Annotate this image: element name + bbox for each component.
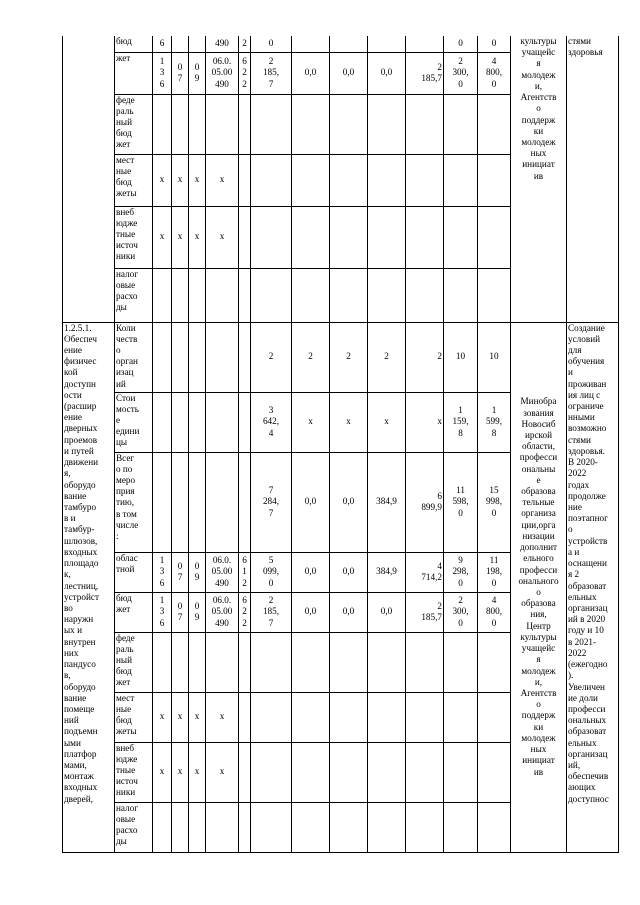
value-cell <box>406 268 444 322</box>
value-cell <box>251 154 292 206</box>
value-cell: 384,9 <box>368 552 406 592</box>
value-cell: х <box>172 692 189 742</box>
value-cell: х <box>153 692 172 742</box>
value-cell <box>239 154 251 206</box>
value-cell <box>368 268 406 322</box>
value-cell: 0,0 <box>292 452 330 552</box>
value-cell <box>206 392 239 452</box>
value-cell <box>172 632 189 692</box>
value-cell <box>251 632 292 692</box>
value-cell <box>330 802 368 852</box>
source-label: налог овые расхо ды <box>115 802 153 852</box>
value-cell: 5 099, 0 <box>251 552 292 592</box>
value-cell <box>478 692 511 742</box>
value-cell: 2 300, 0 <box>444 52 478 94</box>
value-cell <box>239 392 251 452</box>
value-cell <box>251 802 292 852</box>
source-label: бюд жет <box>115 592 153 632</box>
value-cell: х <box>172 154 189 206</box>
value-cell: х <box>153 154 172 206</box>
value-cell <box>251 94 292 154</box>
value-cell <box>330 692 368 742</box>
value-cell <box>239 692 251 742</box>
value-cell: 4 800, 0 <box>478 52 511 94</box>
value-cell: 6 2 2 <box>239 52 251 94</box>
value-cell <box>206 632 239 692</box>
value-cell: 0 9 <box>189 592 206 632</box>
value-cell: 0,0 <box>292 52 330 94</box>
value-cell <box>368 36 406 52</box>
value-cell: 1 3 6 <box>153 592 172 632</box>
value-cell <box>189 802 206 852</box>
value-cell: х <box>206 154 239 206</box>
value-cell <box>444 268 478 322</box>
source-label: Коли честв о орган изац ий <box>115 322 153 392</box>
result-cell: Создание условий для обучения и проживан ия лиц с ограниче нными возможно стями здоровья. В 2020- 2022 годах продолже ние поэтапног о устройств а и оснащени я 2 образоват ельных организац ий в 2020 году и 10 в 2021- 2022 (ежегодно ). Увеличен ие доли професси ональных образоват ельных организац ий, обеспечив ающих доступнос <box>567 322 619 852</box>
value-cell <box>478 742 511 802</box>
value-cell: х <box>189 742 206 802</box>
value-cell: 2 <box>406 322 444 392</box>
value-cell <box>292 632 330 692</box>
value-cell <box>189 322 206 392</box>
value-cell: 0 9 <box>189 52 206 94</box>
value-cell: 1 3 6 <box>153 52 172 94</box>
value-cell: 11 598, 0 <box>444 452 478 552</box>
source-label: внеб юдже тные источ ники <box>115 742 153 802</box>
value-cell <box>330 632 368 692</box>
value-cell <box>153 802 172 852</box>
value-cell: 06.0. 05.00 490 <box>206 52 239 94</box>
value-cell: 1 599, 8 <box>478 392 511 452</box>
value-cell: 2 <box>292 322 330 392</box>
value-cell <box>189 94 206 154</box>
value-cell <box>153 632 172 692</box>
value-cell: х <box>292 392 330 452</box>
value-cell <box>206 268 239 322</box>
value-cell <box>368 802 406 852</box>
value-cell <box>239 742 251 802</box>
source-label: бюд <box>115 36 153 52</box>
value-cell <box>172 452 189 552</box>
value-cell <box>239 94 251 154</box>
value-cell <box>444 632 478 692</box>
measure-cell <box>63 36 115 322</box>
value-cell <box>406 154 444 206</box>
value-cell <box>406 632 444 692</box>
value-cell: 0 7 <box>172 592 189 632</box>
value-cell: 2 185, 7 <box>251 592 292 632</box>
value-cell: 6 899,9 <box>406 452 444 552</box>
value-cell: 1 159, 8 <box>444 392 478 452</box>
value-cell: 2 <box>251 322 292 392</box>
value-cell <box>478 206 511 268</box>
value-cell: 10 <box>444 322 478 392</box>
value-cell: 0,0 <box>330 452 368 552</box>
value-cell <box>292 268 330 322</box>
value-cell <box>330 36 368 52</box>
executor-cell: Минобра зования Новосиб ирской области, професси ональны е образова тельные организа ции,орга низации дополнит ельного професси онального о образова ния, Центр культуры учащейс я молодеж и, Агентств о поддерж ки молодеж ных инициат ив <box>511 322 567 852</box>
value-cell <box>368 632 406 692</box>
value-cell: 0,0 <box>330 552 368 592</box>
value-cell: 2 185,7 <box>406 592 444 632</box>
source-label: внеб юдже тные источ ники <box>115 206 153 268</box>
value-cell: 6 <box>153 36 172 52</box>
value-cell: 0 7 <box>172 52 189 94</box>
value-cell: 490 <box>206 36 239 52</box>
value-cell: 1 3 6 <box>153 552 172 592</box>
value-cell <box>153 392 172 452</box>
value-cell <box>406 94 444 154</box>
value-cell <box>406 692 444 742</box>
value-cell: х <box>206 742 239 802</box>
source-label: феде раль ный бюд жет <box>115 632 153 692</box>
value-cell <box>172 802 189 852</box>
value-cell: 10 <box>478 322 511 392</box>
value-cell: х <box>172 742 189 802</box>
value-cell: 9 298, 0 <box>444 552 478 592</box>
value-cell: 7 284, 7 <box>251 452 292 552</box>
value-cell <box>478 268 511 322</box>
value-cell <box>478 632 511 692</box>
value-cell <box>292 94 330 154</box>
value-cell <box>153 268 172 322</box>
table-row <box>63 36 619 52</box>
value-cell: 0,0 <box>292 552 330 592</box>
value-cell <box>189 632 206 692</box>
value-cell: х <box>406 392 444 452</box>
value-cell <box>444 692 478 742</box>
value-cell <box>444 802 478 852</box>
value-cell <box>251 268 292 322</box>
value-cell <box>478 94 511 154</box>
value-cell <box>172 392 189 452</box>
value-cell <box>368 206 406 268</box>
source-label: налог овые расхо ды <box>115 268 153 322</box>
value-cell: 3 642, 4 <box>251 392 292 452</box>
result-cell: стями здоровья <box>567 36 619 322</box>
value-cell: 0 <box>444 36 478 52</box>
value-cell: х <box>153 206 172 268</box>
value-cell: 4 714,2 <box>406 552 444 592</box>
value-cell <box>206 802 239 852</box>
value-cell <box>406 802 444 852</box>
value-cell <box>478 802 511 852</box>
value-cell: 384,9 <box>368 452 406 552</box>
value-cell <box>206 94 239 154</box>
source-label: мест ные бюд жеты <box>115 154 153 206</box>
value-cell <box>206 322 239 392</box>
value-cell: х <box>153 742 172 802</box>
source-label: мест ные бюд жеты <box>115 692 153 742</box>
source-label: жет <box>115 52 153 94</box>
value-cell: 0,0 <box>368 52 406 94</box>
value-cell <box>330 742 368 802</box>
source-label: Стои мость е едини цы <box>115 392 153 452</box>
value-cell: 0,0 <box>368 592 406 632</box>
value-cell: 6 2 2 <box>239 592 251 632</box>
value-cell <box>172 36 189 52</box>
value-cell <box>406 742 444 802</box>
value-cell: 2 <box>368 322 406 392</box>
value-cell <box>406 36 444 52</box>
value-cell: 2 300, 0 <box>444 592 478 632</box>
value-cell <box>330 154 368 206</box>
executor-cell: культуры учащейс я молодеж и, Агентств о поддерж ки молодеж ных инициат ив <box>511 36 567 322</box>
value-cell: х <box>206 692 239 742</box>
value-cell <box>153 322 172 392</box>
value-cell: 06.0. 05.00 490 <box>206 592 239 632</box>
value-cell <box>330 94 368 154</box>
value-cell <box>292 36 330 52</box>
value-cell <box>189 268 206 322</box>
value-cell <box>189 392 206 452</box>
table-body <box>63 36 619 852</box>
value-cell <box>478 154 511 206</box>
measure-cell: 1.2.5.1. Обеспеч ение физичес кой доступн ости (расшир ение дверных проемов и путей движени я, оборудо вание тамбуро в и тамбур- шлюзов, входных площадо к, лестниц, устройст во наружн ых и внутрен них пандусо в, оборудо вание помеще ний подъемн ыми платфор мами, монтаж входных дверей, <box>63 322 115 852</box>
source-label: облас тной <box>115 552 153 592</box>
value-cell <box>239 802 251 852</box>
value-cell: 0,0 <box>292 592 330 632</box>
value-cell: 6 1 2 <box>239 552 251 592</box>
value-cell <box>368 692 406 742</box>
value-cell <box>251 742 292 802</box>
value-cell: х <box>189 154 206 206</box>
value-cell <box>368 742 406 802</box>
value-cell <box>206 452 239 552</box>
value-cell <box>330 206 368 268</box>
value-cell: 11 198, 0 <box>478 552 511 592</box>
value-cell: х <box>368 392 406 452</box>
value-cell <box>189 452 206 552</box>
value-cell <box>239 322 251 392</box>
value-cell <box>239 452 251 552</box>
value-cell <box>444 742 478 802</box>
value-cell: 15 998, 0 <box>478 452 511 552</box>
value-cell: 0,0 <box>330 52 368 94</box>
value-cell <box>330 268 368 322</box>
source-label: феде раль ный бюд жет <box>115 94 153 154</box>
value-cell: 0,0 <box>330 592 368 632</box>
value-cell: 2 <box>239 36 251 52</box>
value-cell: 0 <box>251 36 292 52</box>
value-cell: х <box>172 206 189 268</box>
value-cell: х <box>330 392 368 452</box>
value-cell: 2 185, 7 <box>251 52 292 94</box>
value-cell: 06.0. 05.00 490 <box>206 552 239 592</box>
value-cell <box>292 206 330 268</box>
value-cell <box>292 692 330 742</box>
value-cell <box>172 94 189 154</box>
value-cell <box>444 154 478 206</box>
value-cell <box>172 322 189 392</box>
budget-table <box>62 36 619 853</box>
value-cell <box>153 452 172 552</box>
value-cell: 0 7 <box>172 552 189 592</box>
value-cell <box>251 692 292 742</box>
value-cell: 4 800, 0 <box>478 592 511 632</box>
value-cell <box>368 94 406 154</box>
value-cell <box>368 154 406 206</box>
value-cell <box>251 206 292 268</box>
value-cell: х <box>206 206 239 268</box>
value-cell <box>239 206 251 268</box>
value-cell: х <box>189 206 206 268</box>
value-cell <box>153 94 172 154</box>
value-cell <box>406 206 444 268</box>
value-cell <box>239 268 251 322</box>
value-cell: 2 185,7 <box>406 52 444 94</box>
value-cell: х <box>189 692 206 742</box>
value-cell <box>172 268 189 322</box>
source-label: Всег о по меро прия тию, в том числе : <box>115 452 153 552</box>
value-cell <box>292 154 330 206</box>
value-cell <box>292 802 330 852</box>
value-cell: 0 9 <box>189 552 206 592</box>
value-cell <box>239 632 251 692</box>
value-cell <box>292 742 330 802</box>
value-cell <box>444 206 478 268</box>
value-cell <box>444 94 478 154</box>
value-cell: 2 <box>330 322 368 392</box>
value-cell: 0 <box>478 36 511 52</box>
table-row <box>63 322 619 392</box>
value-cell <box>189 36 206 52</box>
